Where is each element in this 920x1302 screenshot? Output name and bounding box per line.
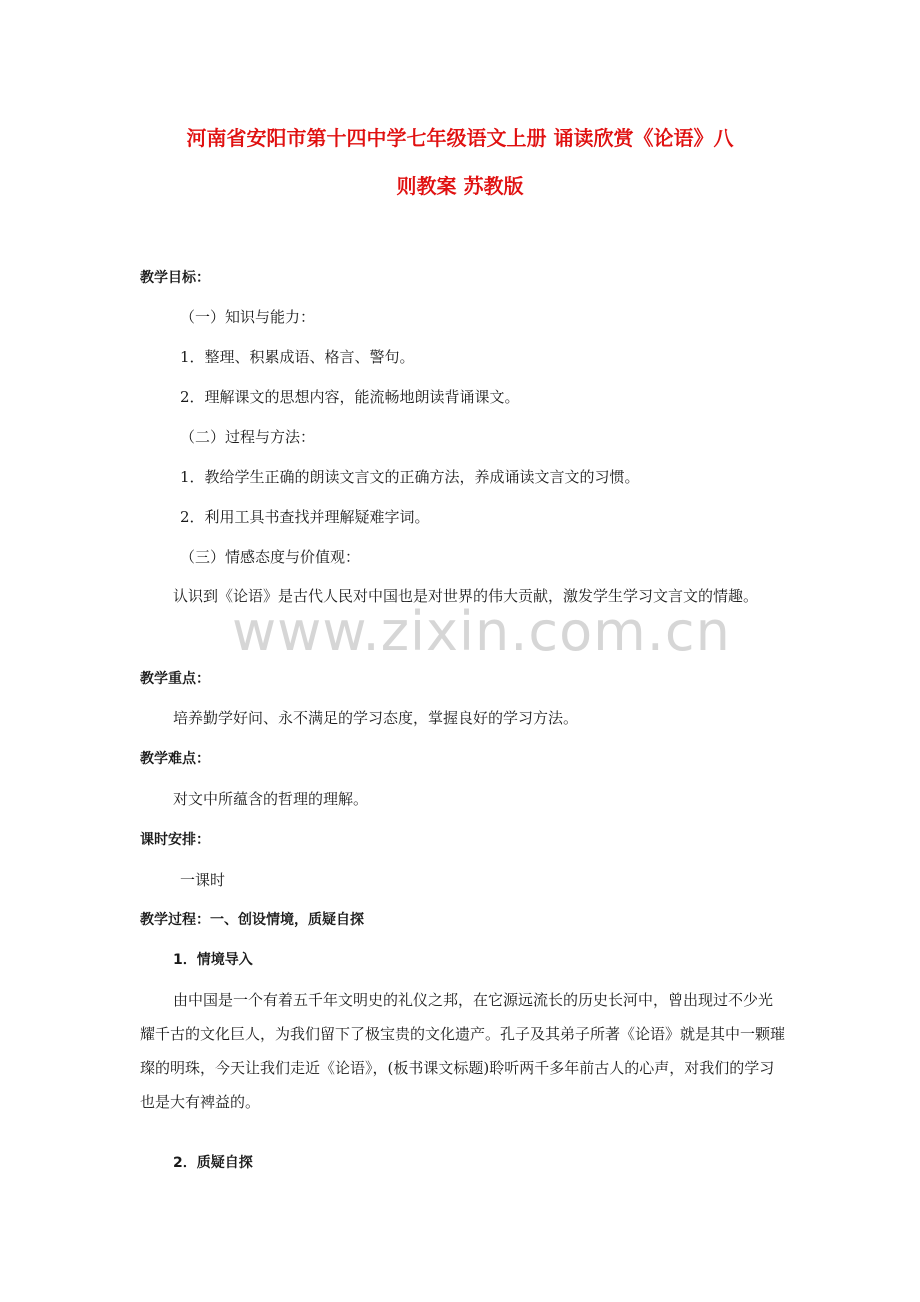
objectives-sub3: （三）情感态度与价值观： [180,548,361,566]
key-points-heading: 教学重点： [140,671,210,687]
process-heading: 教学过程：一、创设情境，质疑自探 [140,912,364,928]
objectives-heading: 教学目标： [140,270,210,286]
objectives-item2-2: 2．利用工具书查找并理解疑难字词。 [180,508,430,526]
watermark: www.zixin.com.cn [232,600,731,663]
objectives-item1-2: 2．理解课文的思想内容，能流畅地朗读背诵课文。 [180,388,520,406]
process-intro [140,983,785,1119]
objectives-item1-1: 1．整理、积累成语、格言、警句。 [180,348,415,366]
objectives-sub1: （一）知识与能力： [180,308,316,326]
objectives-item3-1-text: 认识到《论语》是古代人民对中国也是对世界的伟大贡献，激发学生学习文言文的情趣。 [173,587,759,605]
key-points-text: 培养勤学好问、永不满足的学习态度，掌握良好的学习方法。 [173,709,579,727]
process-step1: 1．情境导入 [173,952,253,968]
document-title-line1: 河南省安阳市第十四中学七年级语文上册 诵读欣赏《论语》八 [186,126,734,150]
schedule-text: 一课时 [180,871,226,889]
document-title-line2: 则教案 苏教版 [396,174,524,198]
difficulties-text: 对文中所蕴含的哲理的理解。 [173,790,369,808]
process-intro-text: 由中国是一个有着五千年文明史的礼仪之邦，在它源远流长的历史长河中，曾出现过不少光耀千古的文化巨人，为我们留下了极宝贵的文化遗产。孔子及其弟子所著《论语》就是其中一颗璀璨的明珠，今天让我们走近《论语》，(板书课文标题)聆听两千多年前古人的心声，对我们的学习也是大有裨益的。 [140,991,786,1111]
objectives-item2-1: 1．教给学生正确的朗读文言文的正确方法，养成诵读文言文的习惯。 [180,468,640,486]
process-step2: 2．质疑自探 [173,1155,253,1171]
schedule-heading: 课时安排： [140,832,210,848]
difficulties-heading: 教学难点： [140,751,210,767]
objectives-sub2: （二）过程与方法： [180,428,316,446]
